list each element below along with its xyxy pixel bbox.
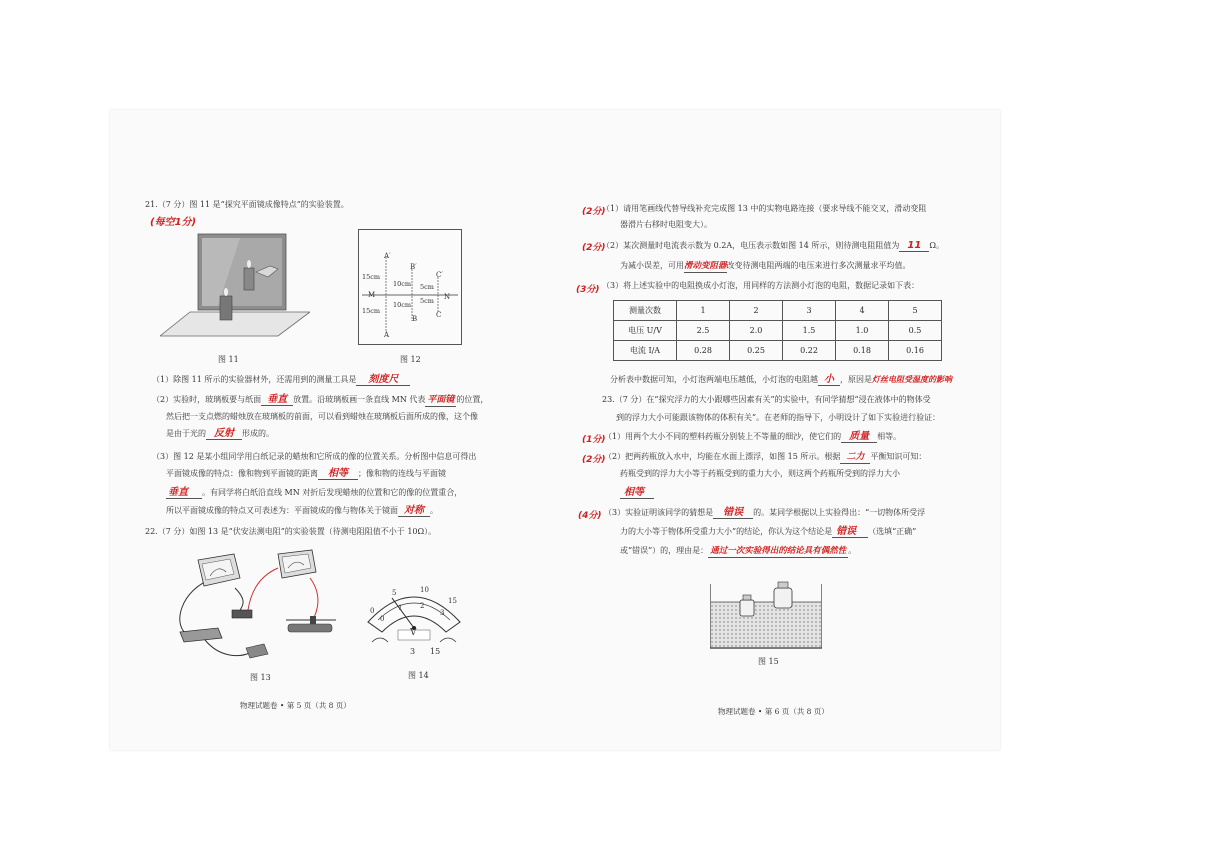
q23-p2-line1-b: 平衡知识可知： bbox=[870, 452, 927, 461]
fig12-label-10cm-bottom: 10cm bbox=[393, 301, 412, 309]
q23-p1-mark: (1分) bbox=[582, 435, 606, 445]
fig12-label-a: A bbox=[384, 331, 390, 339]
right-page-footer: 物理试题卷 • 第 6 页（共 8 页） bbox=[718, 707, 829, 716]
q21-p3-line2-a: 平面镜成像的特点：像和物到平面镜的距离 bbox=[166, 469, 318, 478]
q23-p3-line3 bbox=[620, 545, 856, 558]
q23-p3-line1-b: 的。某同学根据以上实验得出：“一切物体所受浮 bbox=[753, 508, 926, 517]
q23-p3-mark: (4分) bbox=[578, 511, 602, 521]
table-row bbox=[614, 321, 942, 341]
q22-analysis bbox=[610, 374, 952, 386]
meter-tick-top-15: 15 bbox=[448, 597, 457, 605]
figure-14 bbox=[362, 580, 466, 656]
q21-p3-answer-a: 相等 bbox=[318, 468, 358, 480]
q22-p1-line1: （1）请用笔画线代替导线补充完成图 13 中的实物电路连接（要求导线不能交叉，滑动变阻 bbox=[602, 204, 927, 213]
meter-tick-bottom-3: 3 bbox=[440, 609, 445, 617]
q23-p2-line1-a: （2）把两药瓶放入水中，均能在水面上漂浮，如图 15 所示。根据 bbox=[604, 452, 841, 461]
fig12-label-15cm-top: 15cm bbox=[362, 273, 381, 281]
q22-p2-line1 bbox=[602, 240, 944, 252]
table-cell: 1.5 bbox=[783, 321, 836, 341]
q21-p2-answer-a: 垂直 bbox=[261, 394, 293, 406]
q21-p2-line1 bbox=[152, 394, 488, 407]
q21-p2-answer-b: 平面镜 bbox=[427, 395, 455, 405]
q23-p3-line2-a: 力的大小等于物体所受重力大小”的结论，你认为这个结论是 bbox=[620, 527, 833, 536]
q22-p2-mark: (2分) bbox=[582, 243, 606, 253]
q21-p3-answer-c: 对称 bbox=[398, 505, 430, 517]
q23-p1-a: （1）用两个大小不同的塑料药瓶分别装上不等量的细沙，使它们的 bbox=[604, 432, 842, 441]
q21-p3-line2-b: ；像和物的连线与平面镜 bbox=[358, 469, 446, 478]
q22-analysis-answer-a: 小 bbox=[818, 374, 840, 386]
meter-unit: V bbox=[410, 628, 417, 638]
q23-p3-line2 bbox=[620, 526, 916, 538]
left-page-footer: 物理试题卷 • 第 5 页（共 8 页） bbox=[240, 701, 351, 710]
q21-p1-answer: 刻度尺 bbox=[356, 374, 410, 386]
q22-title: 22.（7 分）如图 13 是“伏安法测电阻”的实验装置（待测电阻阻值不小于 10Ω）。 bbox=[145, 527, 437, 536]
table-header-cell: 4 bbox=[836, 301, 889, 321]
fig12-label-b-prime: B′ bbox=[410, 263, 417, 271]
q21-p2-line3-a: 是由于光的 bbox=[166, 429, 206, 438]
table-cell: 0.25 bbox=[730, 341, 783, 361]
q21-p2-line2: 然后把一支点燃的蜡烛放在玻璃板的前面，可以看到蜡烛在玻璃板后面所成的像，这个像 bbox=[166, 412, 478, 421]
q21-p3-line4 bbox=[166, 505, 438, 517]
table-row bbox=[614, 301, 942, 321]
table-header-cell: 5 bbox=[889, 301, 942, 321]
meter-tick-bottom-1: 1 bbox=[398, 604, 403, 612]
q21-p2-line3-b: 形成的。 bbox=[242, 429, 274, 438]
meter-terminal-15: 15 bbox=[430, 647, 441, 656]
meter-tick-top-10: 10 bbox=[420, 586, 429, 594]
fig11-caption: 图 11 bbox=[218, 355, 239, 364]
q23-line2: 到的浮力大小可能跟该物体的体积有关”。在老师的指导下，小明设计了如下实验进行验证： bbox=[616, 413, 941, 422]
q23-p2-mark: (2分) bbox=[582, 455, 606, 465]
fig15-caption: 图 15 bbox=[758, 657, 779, 666]
meter-terminal-3: 3 bbox=[410, 647, 416, 656]
q22-p2-line2 bbox=[620, 260, 911, 273]
table-header-cell: 1 bbox=[677, 301, 730, 321]
q23-p3-line2-b: （选填“正确” bbox=[868, 527, 917, 536]
table-cell: 0.28 bbox=[677, 341, 730, 361]
q23-p2-line3 bbox=[620, 487, 654, 499]
table-header-cell: 3 bbox=[783, 301, 836, 321]
q23-p3-answer-c: 通过一次实验得出的结论具有偶然性 bbox=[710, 546, 847, 556]
figure-15 bbox=[710, 580, 822, 650]
q21-p3-line4-a: 所以平面镜成像的特点又可表述为：平面镜成的像与物体关于镜面 bbox=[166, 506, 398, 515]
q21-score-note: (每空1分) bbox=[150, 217, 197, 228]
q21-p3-answer-b: 垂直 bbox=[166, 487, 202, 499]
fig12-label-15cm-bottom: 15cm bbox=[362, 307, 381, 315]
meter-tick-top-5: 5 bbox=[392, 589, 397, 597]
table-row bbox=[614, 341, 942, 361]
fig12-label-a-prime: A′ bbox=[384, 252, 391, 260]
q22-analysis-answer-b: 灯丝电阻受温度的影响 bbox=[872, 375, 952, 384]
q22-analysis-a: 分析表中数据可知，小灯泡两端电压越低，小灯泡的电阻越 bbox=[610, 375, 818, 384]
q21-p1-question: （1）除图 11 所示的实验器材外，还需用到的测量工具是 bbox=[152, 375, 357, 384]
table-cell: 2.0 bbox=[730, 321, 783, 341]
q22-p3-mark: (3分) bbox=[576, 285, 600, 295]
figure-11 bbox=[160, 232, 310, 344]
table-cell: 0.22 bbox=[783, 341, 836, 361]
q21-p2-text-b: 放置。沿玻璃板画一条直线 MN 代表 bbox=[293, 395, 426, 404]
q22-analysis-b: ，原因是 bbox=[840, 375, 872, 384]
q21-p3-line3 bbox=[166, 487, 462, 499]
q22-p2-line2-b: 改变待测电阻两端的电压来进行多次测量求平均值。 bbox=[726, 261, 911, 270]
fig12-label-10cm-top: 10cm bbox=[393, 280, 412, 288]
q23-p1-answer: 质量 bbox=[841, 431, 877, 443]
meter-tick-bottom-2: 2 bbox=[420, 602, 425, 610]
q22-p1-mark: (2分) bbox=[582, 207, 606, 217]
table-cell: 0.5 bbox=[889, 321, 942, 341]
q22-p2-line1-b: Ω。 bbox=[929, 241, 944, 250]
fig12-label-n: N bbox=[444, 293, 451, 301]
q23-p3-line3-a: 或“错误”）的，理由是： bbox=[620, 546, 709, 555]
figure-13 bbox=[160, 548, 360, 666]
lamp-data-table bbox=[613, 300, 942, 361]
table-row-label: 电压 U/V bbox=[614, 321, 677, 341]
fig12-caption: 图 12 bbox=[400, 355, 421, 364]
q23-p3-answer-a: 错误 bbox=[713, 507, 753, 519]
q21-p3-line4-b: 。 bbox=[430, 506, 438, 515]
fig12-label-c-prime: C′ bbox=[436, 271, 443, 279]
q21-p2-answer-c: 反射 bbox=[206, 428, 242, 440]
q21-p3-line1: （3）图 12 是某小组同学用白纸记录的蜡烛和它所成的像的位置关系。分析图中信息可得出 bbox=[152, 452, 477, 461]
table-header-cell: 测量次数 bbox=[614, 301, 677, 321]
q23-p2-line1 bbox=[604, 451, 926, 464]
fig14-caption: 图 14 bbox=[408, 671, 429, 680]
q23-p3-answer-b: 错误 bbox=[832, 526, 868, 538]
q23-p3-line1 bbox=[604, 507, 925, 519]
q21-p1-text bbox=[152, 374, 410, 386]
q22-p1-line2: 器滑片右移时电阻变大）。 bbox=[620, 220, 712, 229]
table-header-cell: 2 bbox=[730, 301, 783, 321]
q21-p2-text-a: （2）实验时，玻璃板要与纸面 bbox=[152, 395, 262, 404]
q23-title: 23.（7 分）在“探究浮力的大小跟哪些因素有关”的实验中，有同学猜想“浸在液体中的物体受 bbox=[602, 395, 931, 404]
q22-p2-line2-a: 为减小误差，可用 bbox=[620, 261, 684, 270]
q21-p2-text-c: 的位置， bbox=[456, 395, 489, 404]
fig12-label-c: C bbox=[436, 311, 442, 319]
q23-p2-line2: 药瓶受到的浮力大小等于药瓶受到的重力大小，则这两个药瓶所受到的浮力大小 bbox=[620, 469, 900, 478]
q21-p2-line3 bbox=[166, 428, 274, 440]
q23-p1 bbox=[604, 431, 901, 443]
q23-p1-b: 相等。 bbox=[877, 432, 902, 441]
q23-p3-line3-b: 。 bbox=[848, 546, 857, 555]
table-cell: 2.5 bbox=[677, 321, 730, 341]
table-row-label: 电流 I/A bbox=[614, 341, 677, 361]
fig12-label-b: B bbox=[412, 315, 418, 323]
meter-tick-top-0: 0 bbox=[370, 607, 375, 615]
fig12-label-m: M bbox=[368, 291, 376, 299]
q21-p3-line3-text: 。有同学将白纸沿直线 MN 对折后发现蜡烛的位置和它的像的位置重合， bbox=[202, 488, 463, 497]
q23-p2-answer-b: 相等 bbox=[620, 487, 654, 499]
q22-p2-line1-a: （2）某次测量时电流表示数为 0.2A，电压表示数如图 14 所示，则待测电阻阻值为 bbox=[602, 241, 900, 250]
q23-p3-line1-a: （3）实验证明该同学的猜想是 bbox=[604, 508, 714, 517]
table-cell: 0.18 bbox=[836, 341, 889, 361]
fig12-label-5cm-top: 5cm bbox=[420, 283, 434, 291]
table-cell: 0.16 bbox=[889, 341, 942, 361]
q23-p2-answer-a: 二力 bbox=[840, 452, 870, 464]
meter-tick-bottom-0: 0 bbox=[380, 615, 385, 623]
q22-p2-answer-a: 11 bbox=[899, 240, 929, 252]
q21-title: 21.（7 分）图 11 是“探究平面镜成像特点”的实验装置。 bbox=[145, 200, 349, 209]
fig13-caption: 图 13 bbox=[250, 673, 271, 682]
q22-p2-answer-b: 滑动变阻器 bbox=[684, 261, 727, 271]
q21-p3-line2 bbox=[166, 468, 446, 480]
fig12-label-5cm-bottom: 5cm bbox=[420, 297, 434, 305]
q22-p3-line1: （3）将上述实验中的电阻换成小灯泡，用同样的方法测小灯泡的电阻，数据记录如下表： bbox=[602, 281, 920, 290]
table-cell: 1.0 bbox=[836, 321, 889, 341]
